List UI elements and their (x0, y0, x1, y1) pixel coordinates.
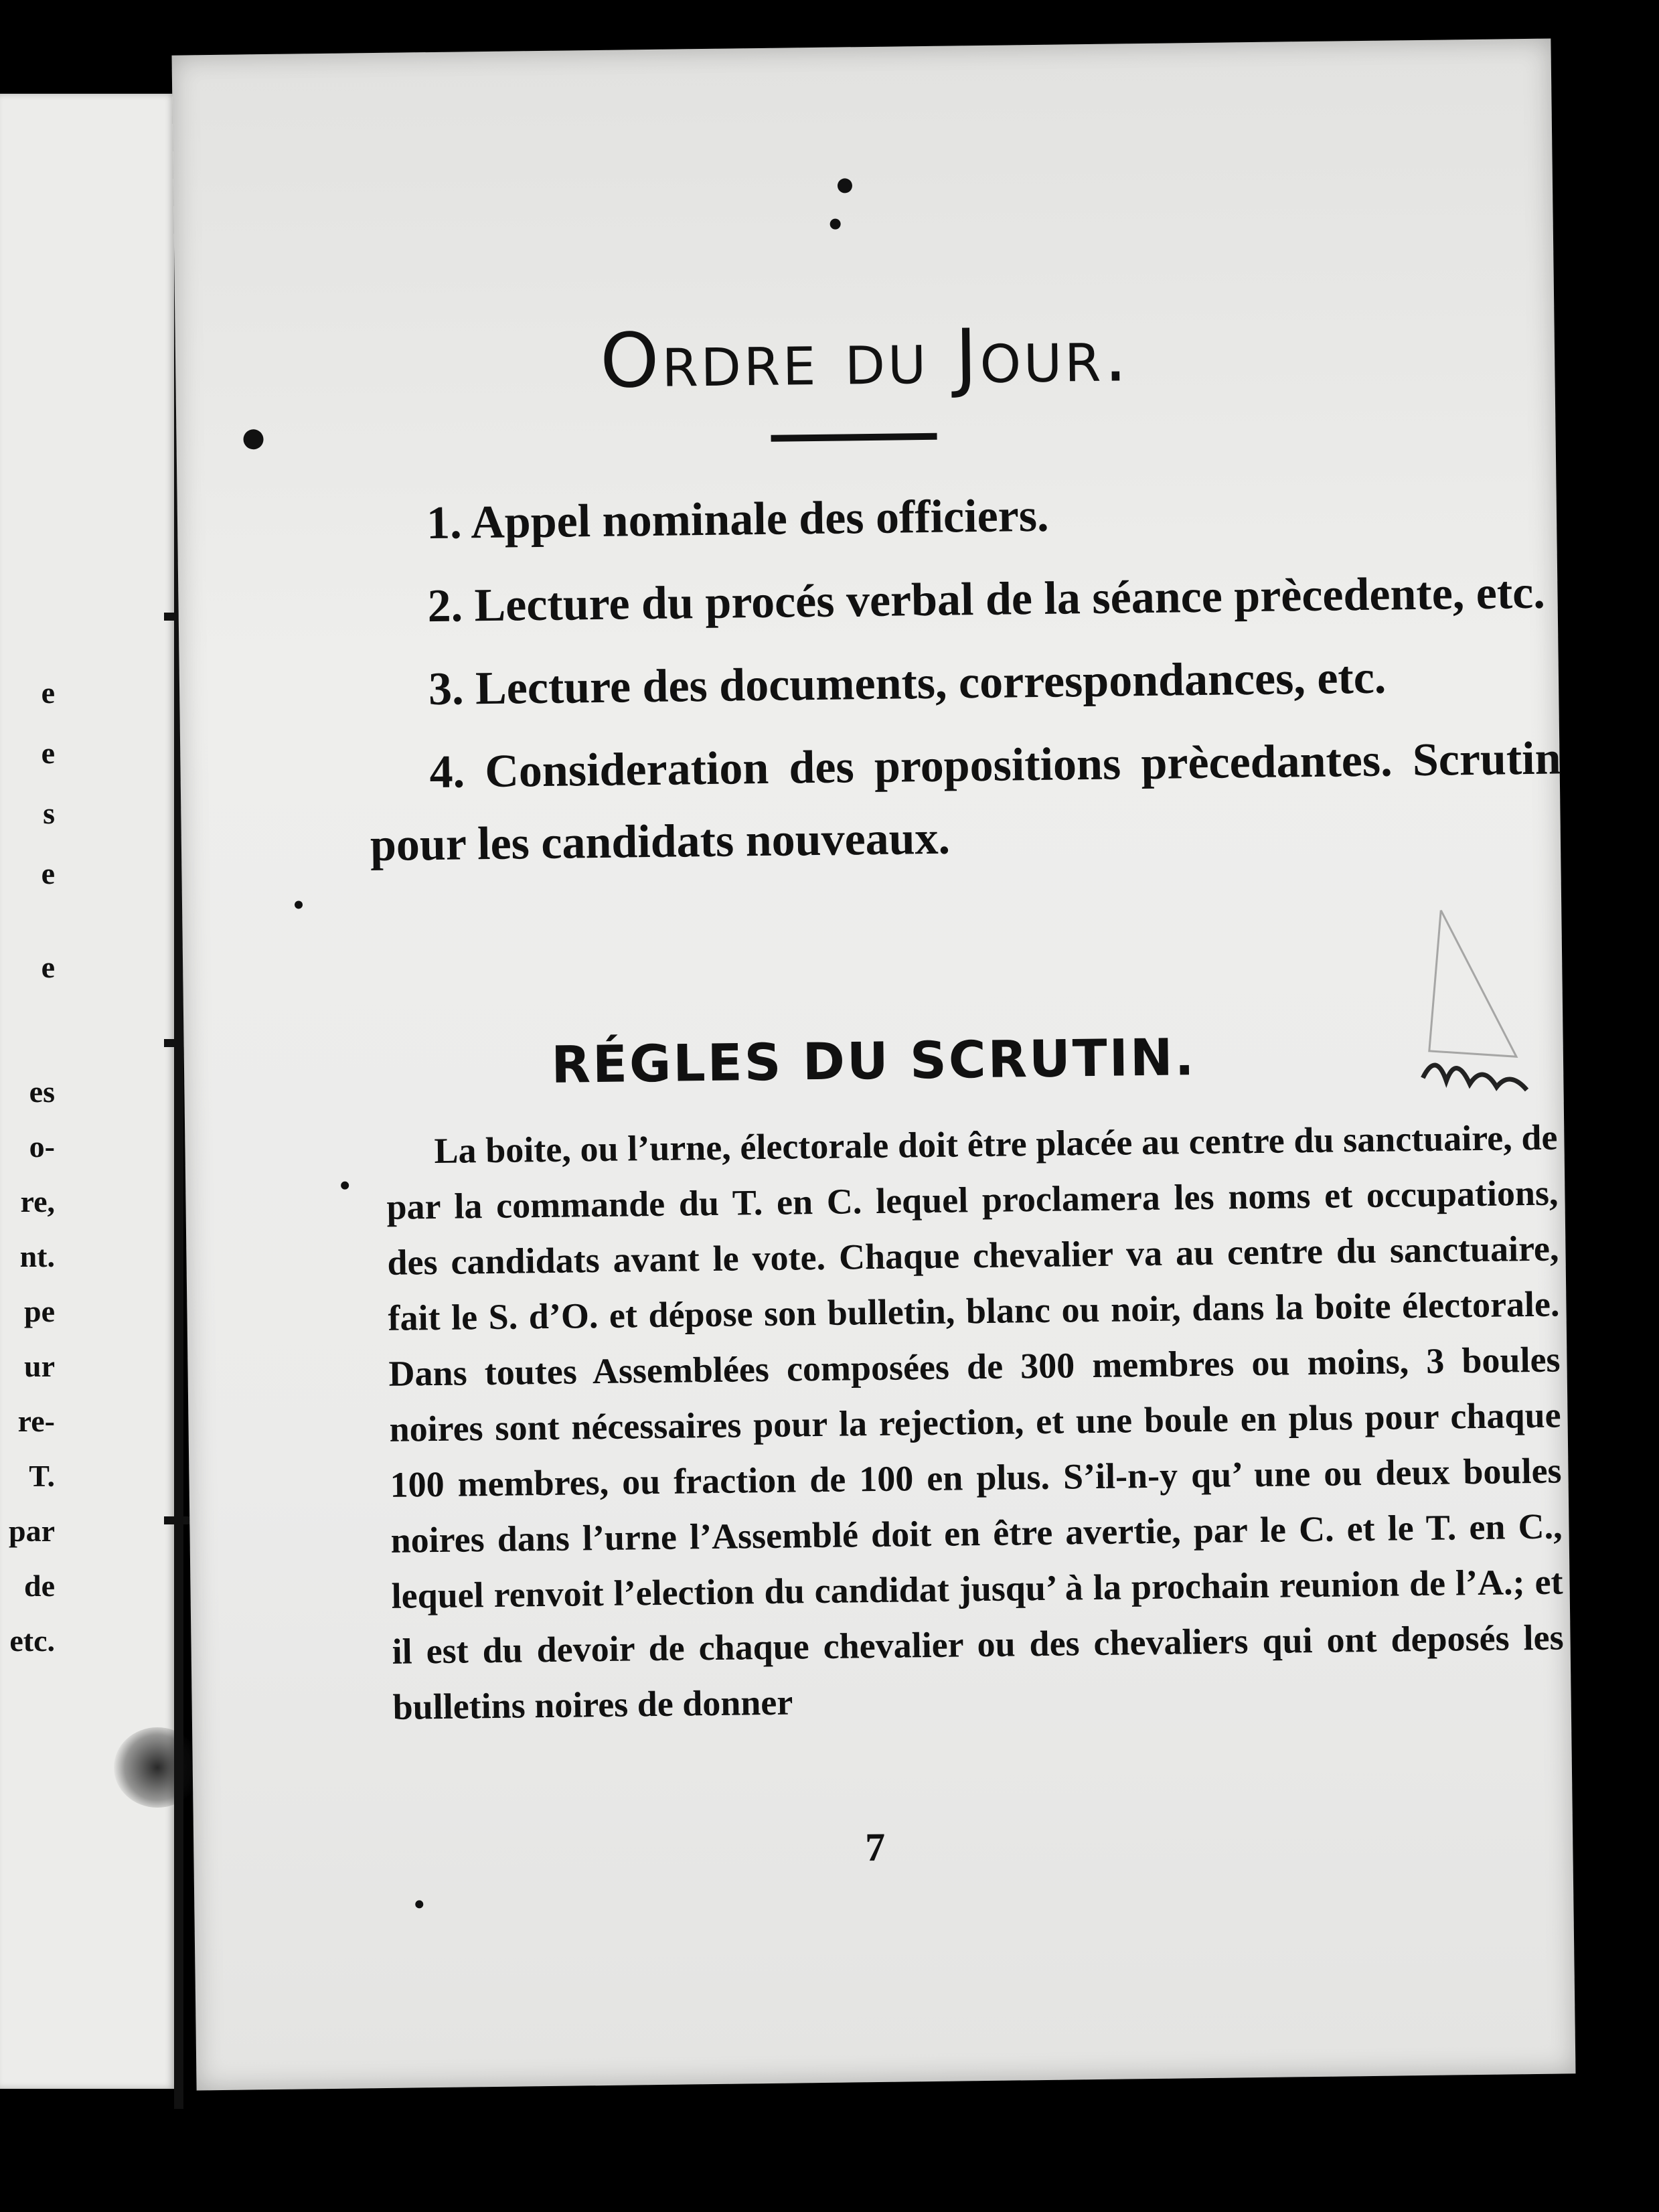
left-fragment: e (41, 736, 55, 770)
ink-dot (341, 1182, 349, 1190)
left-fragment: re, (20, 1184, 55, 1218)
section-heading: RÉGLES DU SCRUTIN. (550, 1027, 1196, 1095)
left-fragment: T. (29, 1459, 55, 1493)
left-fragment: etc. (9, 1624, 55, 1658)
ink-smudge (114, 1727, 201, 1808)
left-fragment: es (29, 1075, 55, 1109)
left-fragment (0, 1044, 175, 1064)
ink-dot (295, 900, 303, 908)
left-fragment: re- (17, 1404, 55, 1438)
left-fragment (0, 1004, 175, 1044)
left-fragment: s (43, 796, 55, 830)
agenda-item: 4. Consideration des propositions prècedantes. Scrutin pour les candidats nouveaux. (370, 732, 1561, 872)
left-fragment: pe (24, 1294, 55, 1328)
left-fragment: ur (24, 1349, 55, 1383)
left-fragment: e (41, 856, 55, 890)
title-rule (771, 433, 937, 442)
left-fragment: de (24, 1569, 55, 1603)
agenda-item: 1. Appel nominale des officiers. (426, 489, 1049, 550)
page-number: 7 (864, 1824, 886, 1870)
document-page (172, 39, 1576, 2091)
ink-dot (243, 429, 263, 449)
body-paragraph: La boite, ou l’urne, électorale doit être placée au centre du sanctuaire, de par la commande du T. en C. lequel proclamera les noms et occupations, des candidats avant le vote. Chaque chevalier va au centre du sanctuaire, fait le S. d’O. et dépose son bulletin, blanc ou noir, dans la boite électorale. Dans toutes Assemblées composées de 300 membres ou moins, 3 boules noires sont nécessaires pour la rejection, et une boule en plus pour chaque 100 membres, ou fraction de 100 en plus. S’il-n-y qu’ une ou deux boules noires dans l’urne l’Assemblé doit en être avertie, par le C. et le T. en C., lequel renvoit l’election du candidat jusqu’ à la prochain reunion de l’A.; et il est du devoir de chaque chevalier ou des chevaliers qui ont deposés les bulletins noires de donner (386, 1117, 1564, 1727)
agenda-item: 2. Lecture du procés verbal de la séance prècedente, etc. (427, 566, 1546, 633)
left-facing-page (0, 94, 175, 2089)
page-title: Ordre du Jour. (599, 311, 1131, 405)
left-page-text-fragments (0, 663, 175, 1668)
left-fragment: e (41, 950, 55, 984)
agenda-list (366, 473, 1562, 892)
pencil-scrawl (1414, 896, 1551, 1125)
ink-dot (838, 178, 852, 193)
left-fragment: o- (29, 1129, 55, 1164)
ink-dot (415, 1900, 423, 1908)
ink-dot (830, 219, 841, 230)
left-fragment (0, 904, 175, 931)
left-fragment: nt. (19, 1239, 55, 1273)
agenda-item: 3. Lecture des documents, correspondances, etc. (428, 651, 1387, 716)
left-fragment: e (41, 676, 55, 710)
left-fragment: par (9, 1514, 55, 1548)
